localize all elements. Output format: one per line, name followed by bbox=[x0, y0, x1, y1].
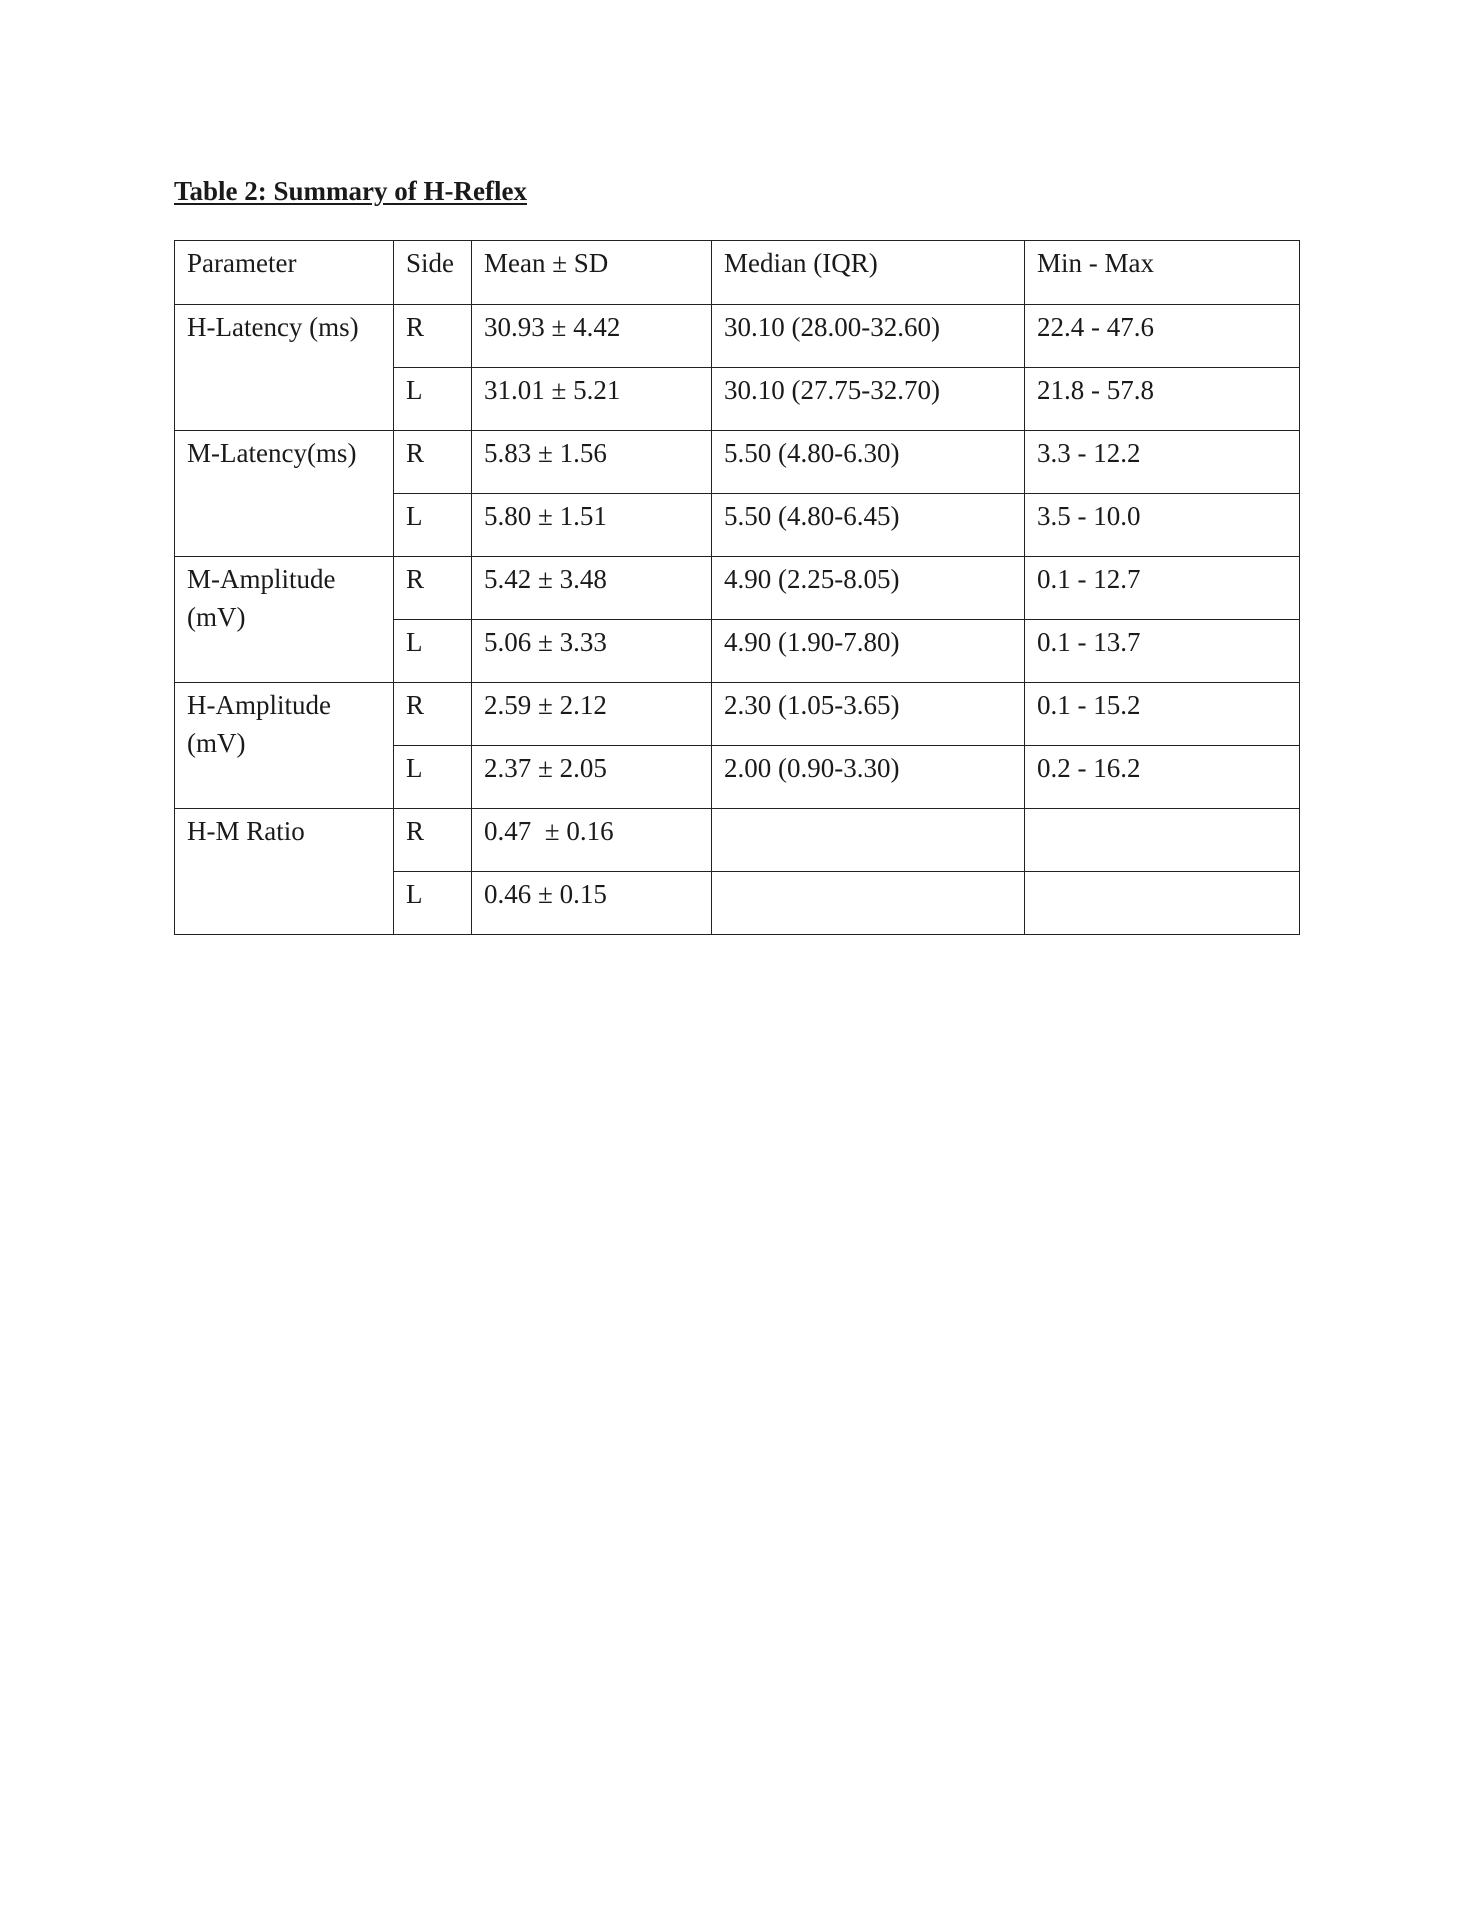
min-max-cell bbox=[1025, 872, 1300, 935]
median-iqr-cell: 2.30 (1.05-3.65) bbox=[712, 683, 1025, 746]
mean-sd-cell: 5.80 ± 1.51 bbox=[472, 494, 712, 557]
min-max-cell: 0.1 - 15.2 bbox=[1025, 683, 1300, 746]
table-row bbox=[175, 431, 1300, 494]
min-max-cell: 3.5 - 10.0 bbox=[1025, 494, 1300, 557]
mean-sd-cell: 0.47 ± 0.16 bbox=[472, 809, 712, 872]
parameter-cell: H-Latency (ms) bbox=[175, 305, 394, 431]
median-iqr-cell bbox=[712, 809, 1025, 872]
min-max-cell: 21.8 - 57.8 bbox=[1025, 368, 1300, 431]
header-min-max: Min - Max bbox=[1025, 241, 1300, 305]
summary-table bbox=[174, 240, 1300, 935]
side-cell: R bbox=[394, 305, 472, 368]
parameter-cell: H-M Ratio bbox=[175, 809, 394, 935]
median-iqr-cell: 30.10 (27.75-32.70) bbox=[712, 368, 1025, 431]
header-side: Side bbox=[394, 241, 472, 305]
side-cell: R bbox=[394, 809, 472, 872]
side-cell: L bbox=[394, 746, 472, 809]
side-cell: R bbox=[394, 557, 472, 620]
median-iqr-cell: 5.50 (4.80-6.30) bbox=[712, 431, 1025, 494]
mean-sd-cell: 5.06 ± 3.33 bbox=[472, 620, 712, 683]
median-iqr-cell: 5.50 (4.80-6.45) bbox=[712, 494, 1025, 557]
min-max-cell: 22.4 - 47.6 bbox=[1025, 305, 1300, 368]
mean-sd-cell: 2.59 ± 2.12 bbox=[472, 683, 712, 746]
side-cell: L bbox=[394, 368, 472, 431]
side-cell: R bbox=[394, 683, 472, 746]
mean-sd-cell: 0.46 ± 0.15 bbox=[472, 872, 712, 935]
table-row bbox=[175, 809, 1300, 872]
side-cell: L bbox=[394, 494, 472, 557]
mean-sd-cell: 5.83 ± 1.56 bbox=[472, 431, 712, 494]
parameter-cell: H-Amplitude (mV) bbox=[175, 683, 394, 809]
mean-sd-cell: 2.37 ± 2.05 bbox=[472, 746, 712, 809]
side-cell: R bbox=[394, 431, 472, 494]
header-mean-sd: Mean ± SD bbox=[472, 241, 712, 305]
median-iqr-cell bbox=[712, 872, 1025, 935]
table-title: Table 2: Summary of H-Reflex bbox=[174, 176, 527, 206]
mean-sd-cell: 30.93 ± 4.42 bbox=[472, 305, 712, 368]
parameter-cell: M-Amplitude (mV) bbox=[175, 557, 394, 683]
min-max-cell: 3.3 - 12.2 bbox=[1025, 431, 1300, 494]
mean-sd-cell: 5.42 ± 3.48 bbox=[472, 557, 712, 620]
side-cell: L bbox=[394, 620, 472, 683]
parameter-cell: M-Latency(ms) bbox=[175, 431, 394, 557]
median-iqr-cell: 4.90 (1.90-7.80) bbox=[712, 620, 1025, 683]
median-iqr-cell: 2.00 (0.90-3.30) bbox=[712, 746, 1025, 809]
side-cell: L bbox=[394, 872, 472, 935]
table-row bbox=[175, 683, 1300, 746]
min-max-cell: 0.1 - 13.7 bbox=[1025, 620, 1300, 683]
mean-sd-cell: 31.01 ± 5.21 bbox=[472, 368, 712, 431]
header-parameter: Parameter bbox=[175, 241, 394, 305]
median-iqr-cell: 4.90 (2.25-8.05) bbox=[712, 557, 1025, 620]
min-max-cell bbox=[1025, 809, 1300, 872]
header-median-iqr: Median (IQR) bbox=[712, 241, 1025, 305]
header-row bbox=[175, 241, 1300, 305]
min-max-cell: 0.1 - 12.7 bbox=[1025, 557, 1300, 620]
table-row bbox=[175, 557, 1300, 620]
table-row bbox=[175, 305, 1300, 368]
min-max-cell: 0.2 - 16.2 bbox=[1025, 746, 1300, 809]
median-iqr-cell: 30.10 (28.00-32.60) bbox=[712, 305, 1025, 368]
